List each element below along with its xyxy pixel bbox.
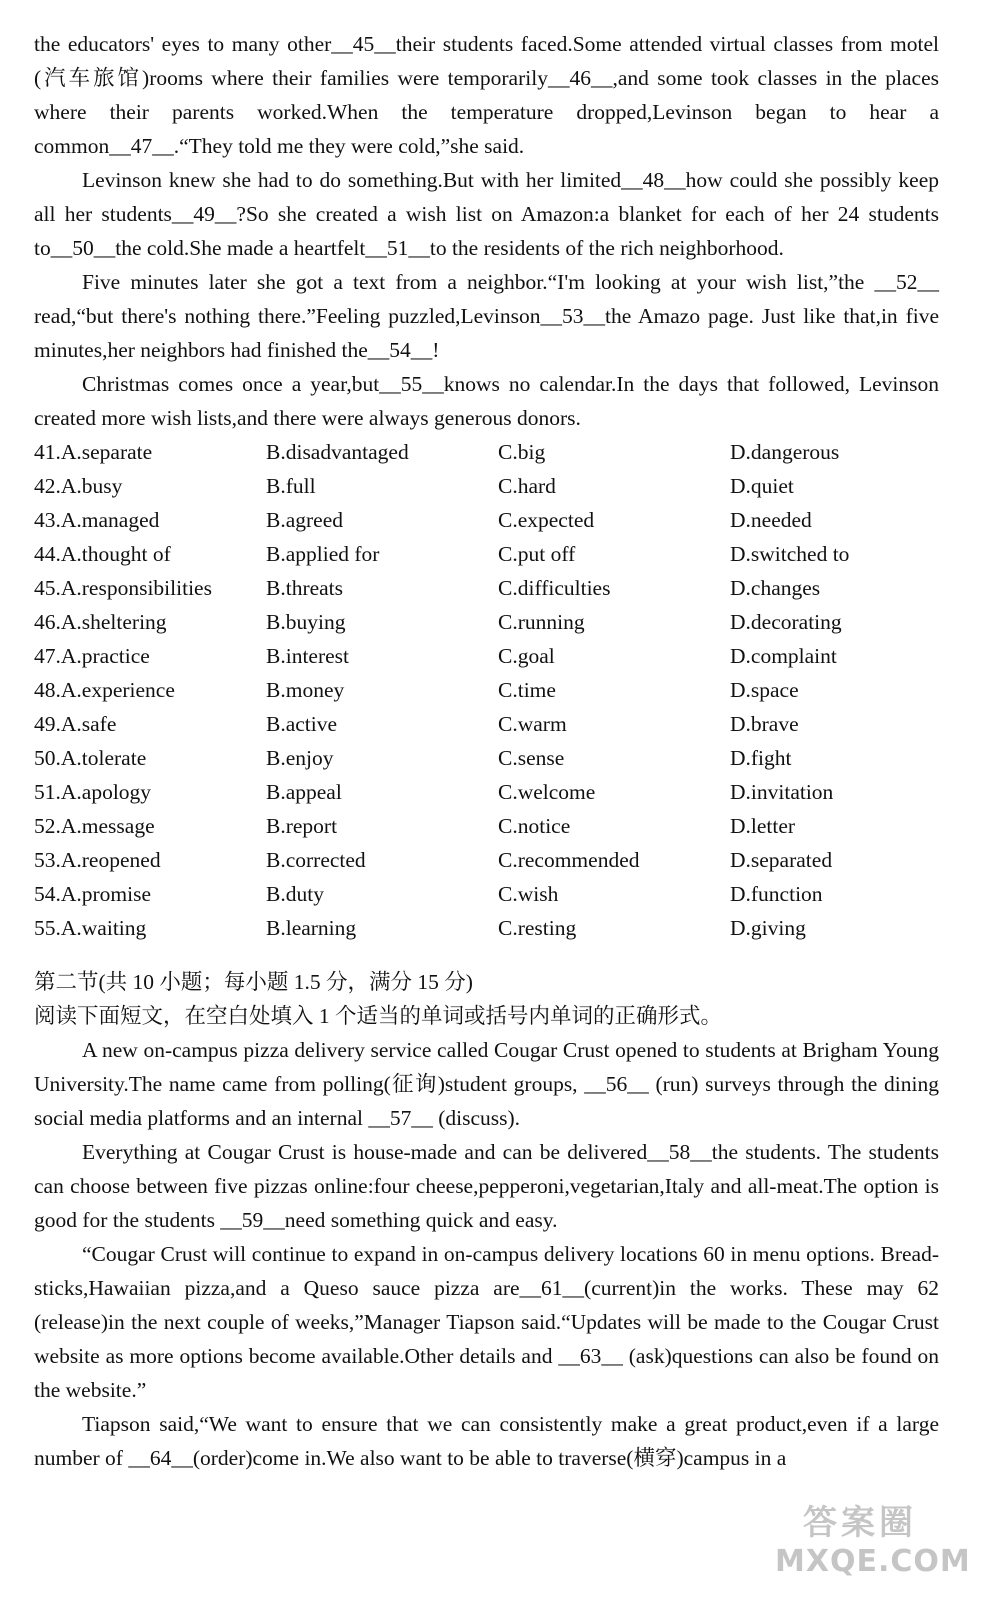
passage-paragraph: Five minutes later she got a text from a neighbor.“I'm looking at your wish list,”the __52__ read,“but there's nothing there.”Feeling puzzled,Levinson__53__the Amazo page. Just like that,in five minutes,her neighbors had finished the__54__! <box>34 270 939 362</box>
option-row <box>34 843 939 877</box>
option-row <box>34 435 939 469</box>
option-d: D.brave <box>730 712 799 736</box>
option-row <box>34 809 939 843</box>
grammar-paragraph: “Cougar Crust will continue to expand in on-campus delivery locations 60 in menu options. Bread-sticks,Hawaiian pizza,and a Queso sauce pizza are__61__(current)in the works. These may 62 (release)in the next couple of weeks,”Manager Tiapson said.“Updates will be made to the Cougar Crust website as more options become available.Other details and __63__ (ask)questions can also be found on the website.” <box>34 1242 939 1402</box>
option-d: D.space <box>730 678 799 702</box>
option-b: B.report <box>266 814 338 838</box>
option-b: B.duty <box>266 882 324 906</box>
option-a: 48.A.experience <box>34 678 175 702</box>
grammar-paragraph: Everything at Cougar Crust is house-made and can be delivered__58__the students. The students can choose between five pizzas online:four cheese,pepperoni,vegetarian,Italy and all-meat.The option is good for the students __59__need something quick and easy. <box>34 1140 939 1232</box>
option-row <box>34 503 939 537</box>
option-row <box>34 877 939 911</box>
passage-paragraph: Levinson knew she had to do something.But with her limited__48__how could she possibly keep all her students__49__?So she created a wish list on Amazon:a blanket for each of her 24 students to__50__the cold.She made a heartfelt__51__to the residents of the rich neighborhood. <box>34 168 939 260</box>
option-row <box>34 469 939 503</box>
option-d: D.function <box>730 882 823 906</box>
option-b: B.buying <box>266 610 346 634</box>
option-b: B.interest <box>266 644 349 668</box>
option-b: B.full <box>266 474 316 498</box>
option-c: C.time <box>498 678 556 702</box>
option-d: D.separated <box>730 848 833 872</box>
exam-page <box>34 27 939 1475</box>
option-row <box>34 673 939 707</box>
option-c: C.sense <box>498 746 565 770</box>
option-d: D.needed <box>730 508 812 532</box>
option-b: B.threats <box>266 576 344 600</box>
option-row <box>34 571 939 605</box>
option-row <box>34 707 939 741</box>
option-a: 42.A.busy <box>34 474 123 498</box>
option-a: 47.A.practice <box>34 644 150 668</box>
passage-paragraph: the educators' eyes to many other__45__their students faced.Some attended virtual classes from motel (汽车旅馆)rooms where their families were temporarily__46__,and some took classes in the places where their parents worked.When the temperature dropped,Levinson began to hear a common__47__.“They told me they were cold,”she said. <box>34 32 939 158</box>
option-a: 50.A.tolerate <box>34 746 147 770</box>
option-row <box>34 741 939 775</box>
grammar-paragraph: Tiapson said,“We want to ensure that we can consistently make a great product,even if a large number of __64__(order)come in.We also want to be able to traverse(横穿)campus in a <box>34 1412 939 1470</box>
option-d: D.switched to <box>730 542 850 566</box>
option-a: 52.A.message <box>34 814 155 838</box>
answer-options-table <box>34 435 939 945</box>
option-b: B.enjoy <box>266 746 334 770</box>
option-b: B.agreed <box>266 508 344 532</box>
option-b: B.active <box>266 712 338 736</box>
option-c: C.resting <box>498 916 577 940</box>
option-d: D.fight <box>730 746 792 770</box>
grammar-paragraph: A new on-campus pizza delivery service called Cougar Crust opened to students at Brigham Young University.The name came from polling(征询)student groups, __56__ (run) surveys through the dining social media platforms and an internal __57__ (discuss). <box>34 1038 939 1130</box>
option-c: C.notice <box>498 814 571 838</box>
option-d: D.quiet <box>730 474 794 498</box>
passage-paragraph: Christmas comes once a year,but__55__knows no calendar.In the days that followed, Levinson created more wish lists,and there were always generous donors. <box>34 372 939 430</box>
option-c: C.welcome <box>498 780 596 804</box>
option-a: 41.A.separate <box>34 440 153 464</box>
option-a: 55.A.waiting <box>34 916 147 940</box>
option-c: C.goal <box>498 644 555 668</box>
option-row <box>34 537 939 571</box>
option-c: C.big <box>498 440 546 464</box>
option-b: B.learning <box>266 916 357 940</box>
watermark-text: MXQE.COM <box>775 1544 971 1579</box>
option-row <box>34 639 939 673</box>
option-a: 44.A.thought of <box>34 542 171 566</box>
option-d: D.dangerous <box>730 440 840 464</box>
watermark-logo: 答案圈 <box>803 1503 917 1543</box>
section-instruction: 阅读下面短文，在空白处填入 1 个适当的单词或括号内单词的正确形式。 <box>34 1004 723 1028</box>
cloze-passage <box>34 27 939 435</box>
option-d: D.invitation <box>730 780 834 804</box>
option-row <box>34 775 939 809</box>
section-heading: 第二节(共 10 小题；每小题 1.5 分，满分 15 分) <box>34 970 473 994</box>
option-b: B.money <box>266 678 345 702</box>
option-a: 45.A.responsibilities <box>34 576 212 600</box>
option-b: B.corrected <box>266 848 366 872</box>
option-row <box>34 605 939 639</box>
site-watermark <box>775 1502 971 1592</box>
option-a: 46.A.sheltering <box>34 610 167 634</box>
option-d: D.giving <box>730 916 806 940</box>
option-a: 51.A.apology <box>34 780 152 804</box>
option-c: C.wish <box>498 882 559 906</box>
option-a: 53.A.reopened <box>34 848 161 872</box>
option-c: C.running <box>498 610 585 634</box>
option-row <box>34 911 939 945</box>
option-c: C.recommended <box>498 848 640 872</box>
option-c: C.expected <box>498 508 595 532</box>
option-c: C.put off <box>498 542 576 566</box>
option-b: B.disadvantaged <box>266 440 409 464</box>
option-c: C.hard <box>498 474 556 498</box>
option-c: C.difficulties <box>498 576 611 600</box>
option-a: 43.A.managed <box>34 508 160 532</box>
option-b: B.appeal <box>266 780 342 804</box>
section-two <box>34 965 939 1475</box>
option-a: 49.A.safe <box>34 712 117 736</box>
option-d: D.changes <box>730 576 821 600</box>
option-d: D.letter <box>730 814 796 838</box>
option-d: D.complaint <box>730 644 837 668</box>
option-b: B.applied for <box>266 542 380 566</box>
option-d: D.decorating <box>730 610 842 634</box>
option-a: 54.A.promise <box>34 882 152 906</box>
option-c: C.warm <box>498 712 567 736</box>
